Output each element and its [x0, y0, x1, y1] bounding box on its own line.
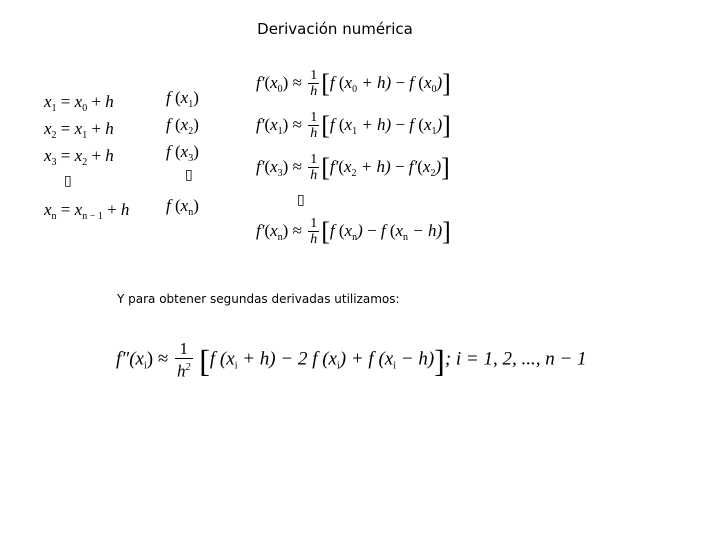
- x-eq-1: $x_1 = x_0 + h$: [44, 92, 114, 114]
- x-eq-3: $x_3 = x_2 + h$: [44, 146, 114, 168]
- deriv-row-2: $f'(x_1)$ ≈ $\frac{1}{h}$ [f $(x_1 + h) - f$ $(x_1)$]: [256, 110, 451, 141]
- deriv-ellipsis: ▯: [297, 192, 305, 208]
- deriv-row-n: $f'(x_n)$ ≈ $\frac{1}{h}$ [f $(x_n) - f$ $(x_n - h)$]: [256, 216, 451, 247]
- second-derivative-intro: Y para obtener segundas derivadas utilizamos:: [117, 292, 400, 306]
- f-xn: f $(x_n)$: [166, 196, 199, 218]
- page-title: Derivación numérica: [257, 20, 413, 38]
- f-x1: f $(x_1)$: [166, 88, 199, 110]
- deriv-row-1: $f'(x_0)$ ≈ $\frac{1}{h}$ [f $(x_0 + h) - f$ $(x_0)$]: [256, 68, 451, 99]
- f-x2: f $(x_2)$: [166, 115, 199, 137]
- x-eq-2: $x_2 = x_1 + h$: [44, 119, 114, 141]
- x-ellipsis: ▯: [64, 173, 72, 189]
- second-derivative-formula: $f''(x_i)$ ≈ $\frac{1}{h^2}$ [f $(x_i + h) - 2$ f $(x_i) + f$ $(x_i - h)$]; i = 1, 2, ..., n − 1: [116, 339, 587, 381]
- x-eq-n: $x_n = x_{n - 1} + h$: [44, 200, 130, 222]
- deriv-row-3: $f'(x_3)$ ≈ $\frac{1}{h}$ $[f'(x_2 + h) - f'(x_2)]$: [256, 152, 450, 183]
- f-ellipsis: ▯: [185, 167, 193, 183]
- f-x3: f $(x_3)$: [166, 142, 199, 164]
